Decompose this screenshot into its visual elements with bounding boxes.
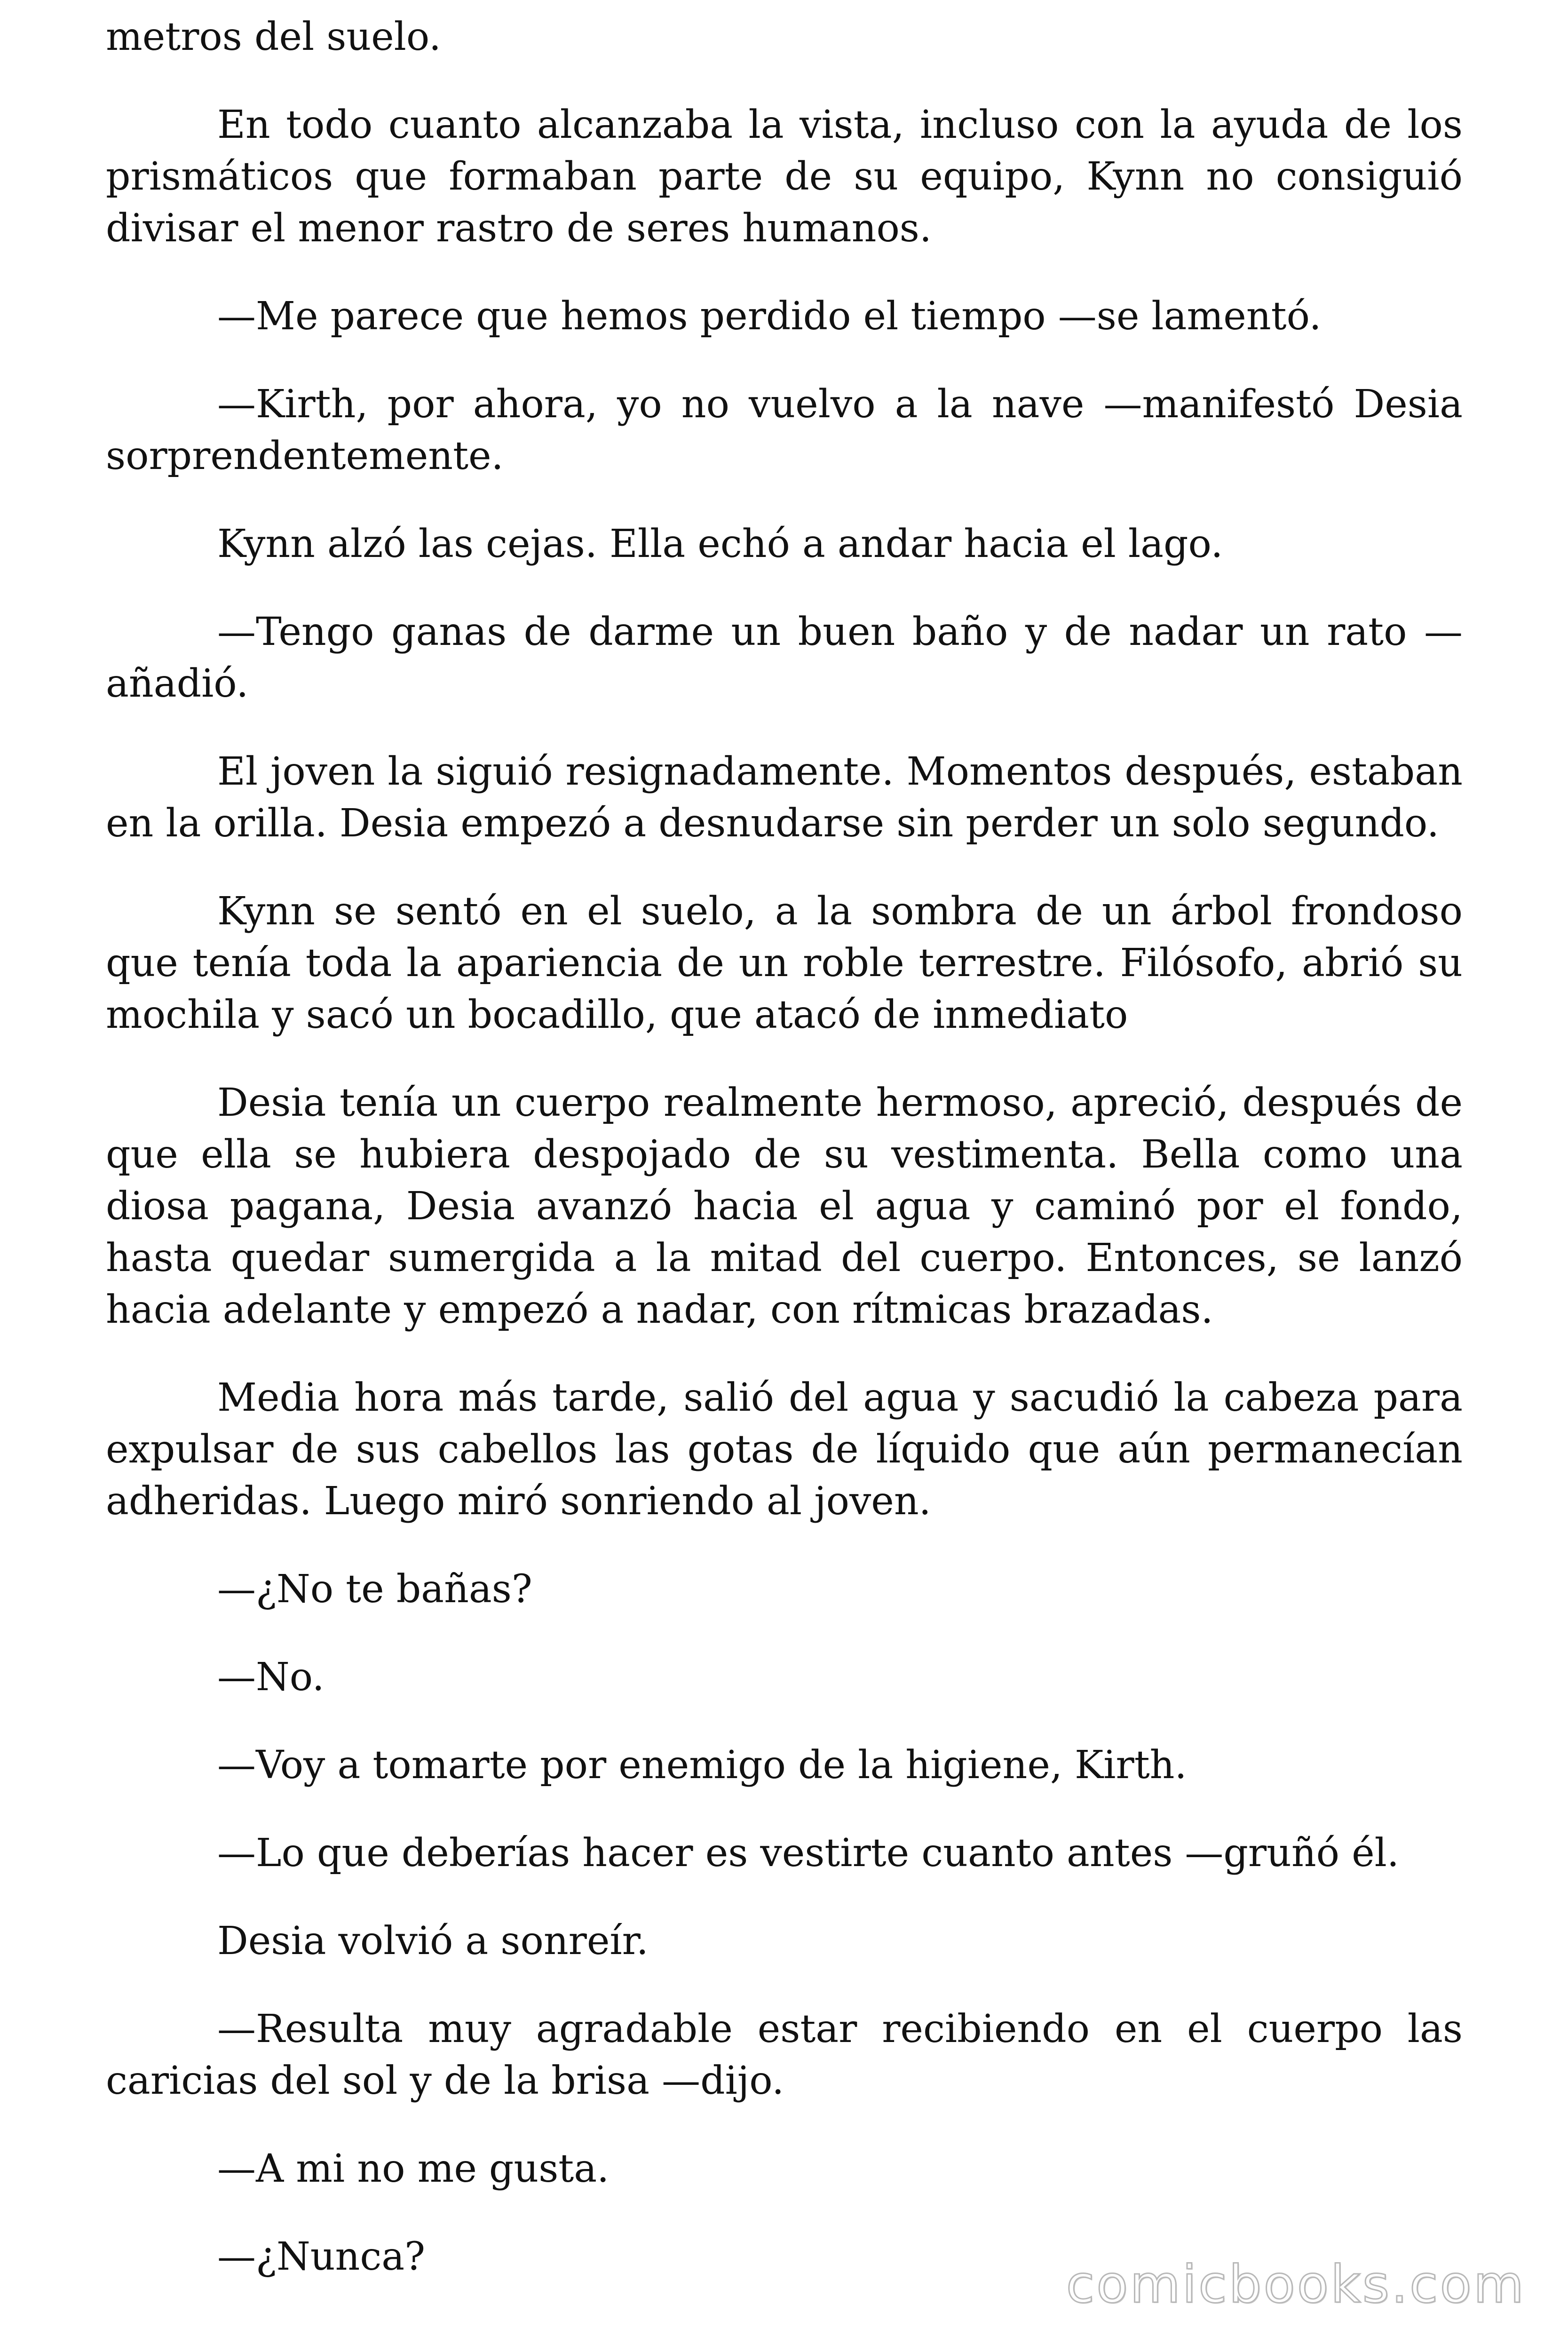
page-text (106, 11, 1463, 2319)
paragraph-1: metros del suelo. (106, 15, 441, 59)
paragraph-16: —Resulta muy agradable estar recibiendo en el cuerpo las caricias del sol y de la brisa —dijo. (106, 2007, 1463, 2103)
watermark: comicbooks.com (1066, 2254, 1526, 2314)
paragraph-14: —Lo que deberías hacer es vestirte cuanto antes —gruñó él. (217, 1831, 1399, 1875)
paragraph-18: —¿Nunca? (217, 2234, 426, 2279)
paragraph-7: El joven la siguió resignadamente. Momentos después, estaban en la orilla. Desia empezó a desnudarse sin perder un solo segundo. (106, 749, 1463, 846)
paragraph-8: Kynn se sentó en el suelo, a la sombra de un árbol frondoso que tenía toda la apariencia de un roble terrestre. Filósofo, abrió su mochila y sacó un bocadillo, que atacó de inmediato (106, 889, 1463, 1037)
paragraph-11: —¿No te bañas? (217, 1567, 532, 1612)
paragraph-12: —No. (217, 1655, 325, 1700)
paragraph-10: Media hora más tarde, salió del agua y sacudió la cabeza para expulsar de sus cabellos las gotas de líquido que aún permanecían adheridas. Luego miró sonriendo al joven. (106, 1375, 1463, 1524)
paragraph-9: Desia tenía un cuerpo realmente hermoso, apreció, después de que ella se hubiera despojado de su vestimenta. Bella como una diosa pagana, Desia avanzó hacia el agua y caminó por el fondo, hasta quedar sumergida a la mitad del cuerpo. Entonces, se lanzó hacia adelante y empezó a nadar, con rítmicas brazadas. (106, 1081, 1463, 1332)
paragraph-2: En todo cuanto alcanzaba la vista, incluso con la ayuda de los prismáticos que formaban parte de su equipo, Kynn no consiguió divisar el menor rastro de seres humanos. (106, 103, 1463, 251)
paragraph-4: —Kirth, por ahora, yo no vuelvo a la nave —manifestó Desia sorprendentemente. (106, 382, 1463, 478)
paragraph-13: —Voy a tomarte por enemigo de la higiene, Kirth. (217, 1743, 1187, 1788)
paragraph-15: Desia volvió a sonreír. (217, 1919, 649, 1963)
paragraph-6: —Tengo ganas de darme un buen baño y de nadar un rato —añadió. (106, 610, 1463, 706)
paragraph-5: Kynn alzó las cejas. Ella echó a andar hacia el lago. (217, 522, 1223, 566)
paragraph-17: —A mi no me gusta. (217, 2146, 610, 2191)
paragraph-3: —Me parece que hemos perdido el tiempo —se lamentó. (217, 294, 1322, 339)
